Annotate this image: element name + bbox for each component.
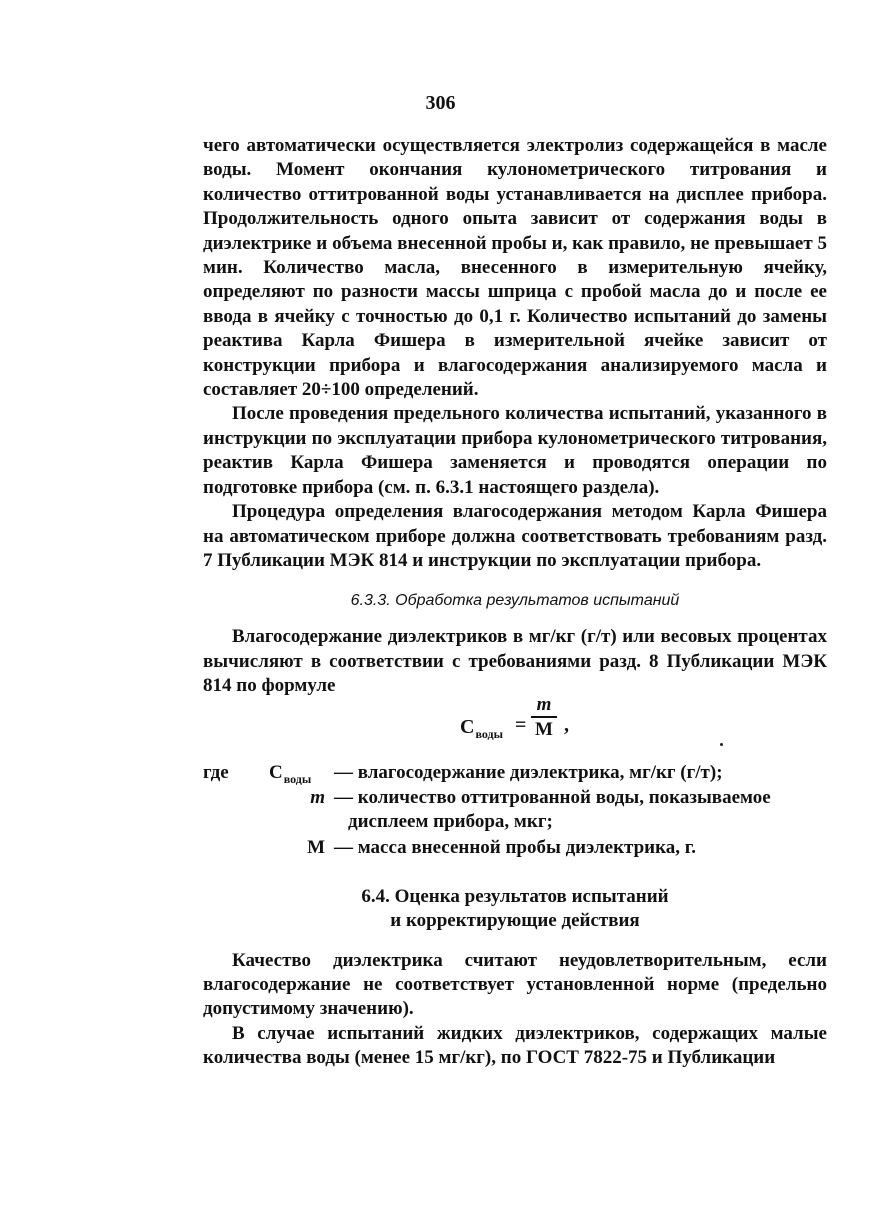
fraction-bar: [531, 716, 557, 718]
paragraph-formula-intro: Влагосодержание диэлектриков в мг/кг (г/т) или весовых процентах вычисляют в соответствии с требованиями разд. 8 Публикации МЭК 814 по формуле: [203, 626, 827, 697]
where-word: где: [203, 761, 229, 783]
section-title-line: и корректирующие действия: [390, 909, 640, 931]
definition-symbol: m: [310, 786, 325, 808]
definition-text: — масса внесенной пробы диэлектрика, г.: [334, 836, 697, 858]
formula-denominator: M: [535, 718, 553, 740]
section-title: [203, 885, 827, 933]
formula-fraction: [531, 695, 557, 740]
definition-symbol: M: [307, 836, 325, 858]
paragraph-continuation: чего автоматически осуществляется электролиз содержащейся в масле воды. Момент окончания кулонометрического титрования и количество оттитрованной воды устанавливается на дисплее прибора. Продолжительность одного опыта зависит от содержания воды в диэлектрике и объема внесенной пробы и, как правило, не превышает 5 мин. Количество масла, внесенного в измерительную ячейку, определяют по разности массы шприца с пробой масла до и после ее ввода в ячейку с точностью до 0,1 г. Количество испытаний до замены реактива Карла Фишера в измерительной ячейке зависит от конструкции прибора и влагосодержания анализируемого масла и составляет 20÷100 определений.: [203, 135, 827, 401]
formula-comma: ,: [564, 713, 569, 736]
definition-symbol-letter: C: [269, 761, 283, 783]
definition-text: — влагосодержание диэлектрика, мг/кг (г/т);: [334, 761, 723, 783]
section-title-line: 6.4. Оценка результатов испытаний: [361, 885, 669, 907]
formula-numerator: m: [536, 693, 552, 715]
paragraph-quality: Качество диэлектрика считают неудовлетворительным, если влагосодержание не соответствует установленной норме (предельно допустимому значению).: [203, 949, 827, 1020]
paragraph-low-water: В случае испытаний жидких диэлектриков, содержащих малые количества воды (менее 15 мг/кг), по ГОСТ 7822-75 и Публикации: [203, 1022, 827, 1069]
page-number: 306: [425, 92, 456, 114]
scan-speck: [720, 743, 723, 746]
formula-subscript: воды: [475, 726, 503, 741]
definition-text-continuation: дисплеем прибора, мкг;: [348, 810, 553, 832]
paragraph-procedure: Процедура определения влагосодержания методом Карла Фишера на автоматическом приборе должна соответствовать требованиям разд. 7 Публикации МЭК 814 и инструкции по эксплуатации прибора.: [203, 501, 827, 571]
subsection-title: 6.3.3. Обработка результатов испытаний: [350, 592, 680, 610]
definition-symbol-subscript: воды: [283, 771, 312, 786]
formula-equals: =: [515, 713, 527, 736]
definition-symbol: [269, 761, 311, 786]
paragraph-reagent-replacement: После проведения предельного количества испытаний, указанного в инструкции по эксплуатации прибора кулонометрического титрования, реактив Карла Фишера заменяется и проводятся операции по подготовке прибора (см. п. 6.3.1 настоящего раздела).: [203, 403, 827, 498]
formula: [203, 693, 827, 761]
formula-symbol: [460, 715, 503, 741]
formula-symbol-letter: C: [460, 715, 475, 738]
definition-text: — количество оттитрованной воды, показываемое: [334, 786, 771, 808]
body-text: [203, 134, 827, 1071]
definitions-list: [203, 761, 827, 863]
